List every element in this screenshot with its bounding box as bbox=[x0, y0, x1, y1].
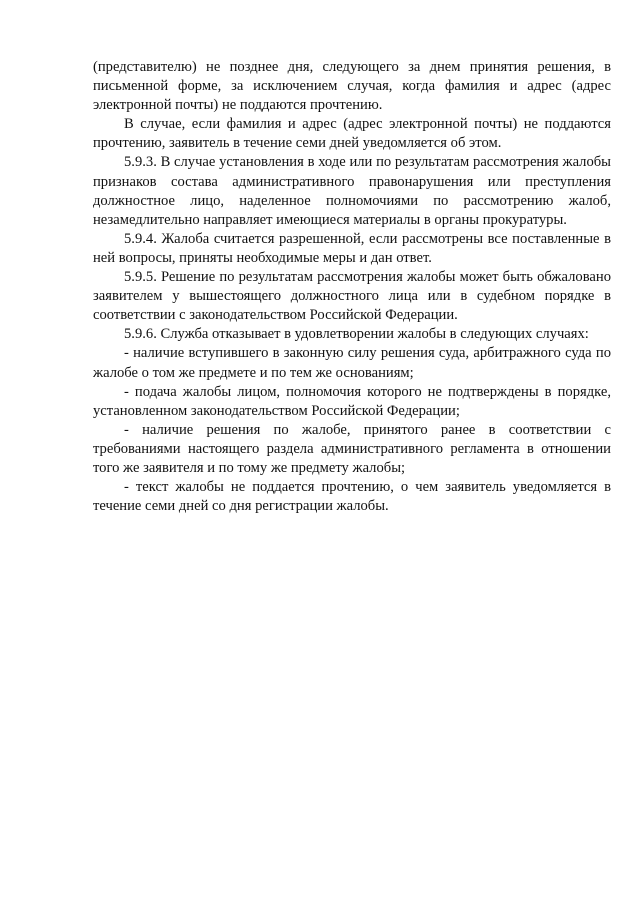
paragraph-unreadable-address: В случае, если фамилия и адрес (адрес электронной почты) не поддаются прочтению, заявитель в течение семи дней уведомляется об этом. bbox=[93, 116, 611, 152]
document-body bbox=[93, 58, 611, 516]
list-item-unreadable-text: - текст жалобы не поддается прочтению, о чем заявитель уведомляется в течение семи дней со дня регистрации жалобы. bbox=[93, 479, 611, 515]
list-item-court-decision: - наличие вступившего в законную силу решения суда, арбитражного суда по жалобе о том же предмете и по тем же основаниям; bbox=[93, 345, 611, 381]
paragraph-5-9-6: 5.9.6. Служба отказывает в удовлетворении жалобы в следующих случаях: bbox=[124, 326, 589, 343]
paragraph-5-9-3: 5.9.3. В случае установления в ходе или по результатам рассмотрения жалобы признаков состава административного правонарушения или преступления должностное лицо, наделенное полномочиями по рассмотрению жалоб, незамедлительно направляет имеющиеся материалы в органы прокуратуры. bbox=[93, 154, 611, 228]
list-item-previous-decision: - наличие решения по жалобе, принятого ранее в соответствии с требованиями настоящего раздела административного регламента в отношении того же заявителя и по тому же предмету жалобы; bbox=[93, 421, 611, 476]
paragraph-5-9-4: 5.9.4. Жалоба считается разрешенной, если рассмотрены все поставленные в ней вопросы, приняты необходимые меры и дан ответ. bbox=[93, 230, 611, 266]
list-item-unconfirmed-authority: - подача жалобы лицом, полномочия которого не подтверждены в порядке, установленном законодательством Российской Федерации; bbox=[93, 383, 611, 419]
paragraph-5-9-5: 5.9.5. Решение по результатам рассмотрения жалобы может быть обжаловано заявителем у вышестоящего должностного лица или в судебном порядке в соответствии с законодательством Российской Федерации. bbox=[93, 269, 611, 324]
paragraph-continuation: (представителю) не позднее дня, следующего за днем принятия решения, в письменной форме, за исключением случая, когда фамилия и адрес (адрес электронной почты) не поддаются прочтению. bbox=[93, 59, 611, 114]
